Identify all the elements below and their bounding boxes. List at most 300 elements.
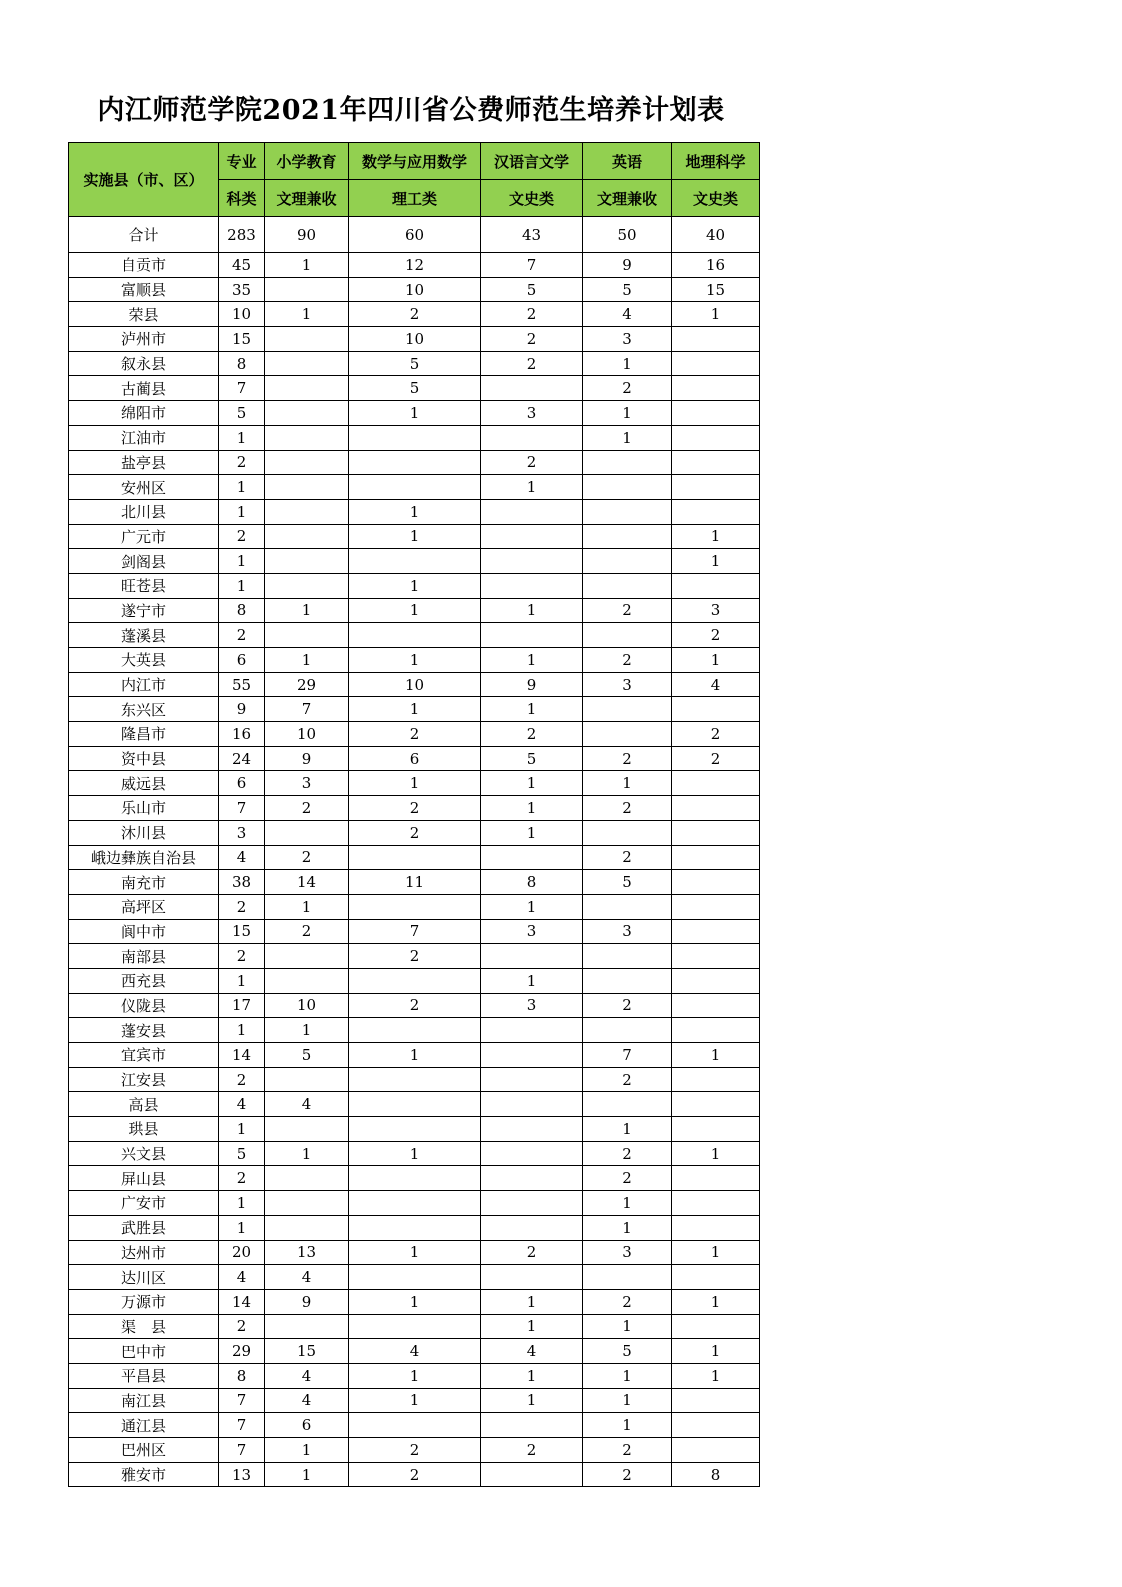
cell-english: 2 bbox=[583, 796, 672, 821]
cell-primary-education: 2 bbox=[265, 919, 349, 944]
table-row bbox=[69, 1339, 760, 1364]
major-mathematics: 数学与应用数学 bbox=[349, 143, 481, 180]
cell-geography: 1 bbox=[672, 1363, 760, 1388]
region-name: 达川区 bbox=[69, 1265, 219, 1290]
row-sum: 35 bbox=[219, 277, 265, 302]
cell-geography: 1 bbox=[672, 524, 760, 549]
region-name: 万源市 bbox=[69, 1289, 219, 1314]
region-name: 资中县 bbox=[69, 746, 219, 771]
cell-english: 1 bbox=[583, 771, 672, 796]
region-name: 仪陇县 bbox=[69, 993, 219, 1018]
table-row bbox=[69, 1388, 760, 1413]
table-row bbox=[69, 1289, 760, 1314]
region-name: 隆昌市 bbox=[69, 722, 219, 747]
cell-mathematics bbox=[349, 1166, 481, 1191]
cell-english bbox=[583, 524, 672, 549]
cell-english: 3 bbox=[583, 672, 672, 697]
region-name: 蓬安县 bbox=[69, 1018, 219, 1043]
cell-geography bbox=[672, 870, 760, 895]
table-body bbox=[69, 217, 760, 1487]
cell-chinese-literature bbox=[481, 1166, 583, 1191]
cell-english: 3 bbox=[583, 327, 672, 352]
cell-mathematics bbox=[349, 845, 481, 870]
row-sum: 1 bbox=[219, 573, 265, 598]
cell-geography bbox=[672, 327, 760, 352]
table-row bbox=[69, 697, 760, 722]
cell-geography: 1 bbox=[672, 1240, 760, 1265]
cell-geography bbox=[672, 499, 760, 524]
region-name: 威远县 bbox=[69, 771, 219, 796]
row-sum: 1 bbox=[219, 425, 265, 450]
cell-geography bbox=[672, 425, 760, 450]
table-row bbox=[69, 549, 760, 574]
region-name: 广安市 bbox=[69, 1191, 219, 1216]
plan-table bbox=[68, 142, 760, 1487]
region-name: 南江县 bbox=[69, 1388, 219, 1413]
cell-primary-education: 15 bbox=[265, 1339, 349, 1364]
cell-chinese-literature: 2 bbox=[481, 722, 583, 747]
category-chinese-literature: 文史类 bbox=[481, 180, 583, 217]
cell-chinese-literature: 7 bbox=[481, 253, 583, 278]
region-name: 高坪区 bbox=[69, 894, 219, 919]
cell-primary-education bbox=[265, 968, 349, 993]
region-name: 旺苍县 bbox=[69, 573, 219, 598]
table-row bbox=[69, 1067, 760, 1092]
cell-geography: 1 bbox=[672, 1339, 760, 1364]
region-name: 叙永县 bbox=[69, 351, 219, 376]
cell-primary-education bbox=[265, 499, 349, 524]
cell-chinese-literature bbox=[481, 499, 583, 524]
cell-mathematics bbox=[349, 1191, 481, 1216]
cell-english bbox=[583, 1265, 672, 1290]
cell-geography bbox=[672, 573, 760, 598]
row-sum: 45 bbox=[219, 253, 265, 278]
total-mathematics: 60 bbox=[349, 217, 481, 253]
region-name: 江安县 bbox=[69, 1067, 219, 1092]
category-geography: 文史类 bbox=[672, 180, 760, 217]
cell-geography: 1 bbox=[672, 302, 760, 327]
region-name: 大英县 bbox=[69, 648, 219, 673]
cell-geography bbox=[672, 1314, 760, 1339]
cell-english bbox=[583, 475, 672, 500]
cell-mathematics: 1 bbox=[349, 648, 481, 673]
table-row bbox=[69, 253, 760, 278]
cell-primary-education bbox=[265, 944, 349, 969]
cell-mathematics: 10 bbox=[349, 672, 481, 697]
cell-english: 1 bbox=[583, 1215, 672, 1240]
row-sum: 8 bbox=[219, 1363, 265, 1388]
cell-mathematics: 1 bbox=[349, 1141, 481, 1166]
table-row bbox=[69, 524, 760, 549]
cell-mathematics: 1 bbox=[349, 499, 481, 524]
region-name: 达州市 bbox=[69, 1240, 219, 1265]
table-row bbox=[69, 820, 760, 845]
cell-mathematics: 1 bbox=[349, 697, 481, 722]
region-name: 沐川县 bbox=[69, 820, 219, 845]
table-header bbox=[69, 143, 760, 217]
cell-mathematics: 6 bbox=[349, 746, 481, 771]
cell-geography: 2 bbox=[672, 623, 760, 648]
cell-mathematics bbox=[349, 1265, 481, 1290]
cell-mathematics: 2 bbox=[349, 993, 481, 1018]
region-name: 南充市 bbox=[69, 870, 219, 895]
cell-english: 2 bbox=[583, 993, 672, 1018]
cell-english bbox=[583, 944, 672, 969]
cell-primary-education bbox=[265, 573, 349, 598]
table-row bbox=[69, 1462, 760, 1487]
cell-mathematics: 1 bbox=[349, 401, 481, 426]
cell-mathematics: 1 bbox=[349, 1363, 481, 1388]
cell-primary-education: 6 bbox=[265, 1413, 349, 1438]
row-sum: 13 bbox=[219, 1462, 265, 1487]
cell-mathematics: 10 bbox=[349, 327, 481, 352]
cell-primary-education: 7 bbox=[265, 697, 349, 722]
cell-primary-education bbox=[265, 450, 349, 475]
table-row bbox=[69, 376, 760, 401]
cell-mathematics bbox=[349, 1067, 481, 1092]
cell-mathematics bbox=[349, 475, 481, 500]
cell-chinese-literature bbox=[481, 549, 583, 574]
region-name: 通江县 bbox=[69, 1413, 219, 1438]
region-name: 巴中市 bbox=[69, 1339, 219, 1364]
table-row bbox=[69, 672, 760, 697]
table-row bbox=[69, 1117, 760, 1142]
row-sum: 1 bbox=[219, 1018, 265, 1043]
cell-geography: 4 bbox=[672, 672, 760, 697]
cell-geography bbox=[672, 1388, 760, 1413]
cell-geography bbox=[672, 944, 760, 969]
region-name: 阆中市 bbox=[69, 919, 219, 944]
table-row bbox=[69, 277, 760, 302]
row-sum: 29 bbox=[219, 1339, 265, 1364]
cell-primary-education: 1 bbox=[265, 1462, 349, 1487]
cell-chinese-literature bbox=[481, 1018, 583, 1043]
cell-primary-education: 2 bbox=[265, 845, 349, 870]
row-sum: 3 bbox=[219, 820, 265, 845]
table-row bbox=[69, 401, 760, 426]
region-name: 古蔺县 bbox=[69, 376, 219, 401]
row-sum: 7 bbox=[219, 1438, 265, 1463]
row-sum: 5 bbox=[219, 1141, 265, 1166]
cell-primary-education: 1 bbox=[265, 302, 349, 327]
table-row bbox=[69, 894, 760, 919]
cell-geography bbox=[672, 993, 760, 1018]
cell-chinese-literature: 3 bbox=[481, 993, 583, 1018]
cell-primary-education bbox=[265, 820, 349, 845]
cell-english: 5 bbox=[583, 277, 672, 302]
cell-mathematics bbox=[349, 894, 481, 919]
cell-english: 2 bbox=[583, 1067, 672, 1092]
cell-mathematics: 2 bbox=[349, 796, 481, 821]
cell-chinese-literature: 2 bbox=[481, 1240, 583, 1265]
cell-english: 2 bbox=[583, 1289, 672, 1314]
cell-primary-education: 4 bbox=[265, 1388, 349, 1413]
cell-english: 2 bbox=[583, 376, 672, 401]
cell-chinese-literature bbox=[481, 1117, 583, 1142]
cell-geography bbox=[672, 968, 760, 993]
cell-primary-education bbox=[265, 1117, 349, 1142]
cell-chinese-literature bbox=[481, 1043, 583, 1068]
row-sum: 1 bbox=[219, 1215, 265, 1240]
category-mathematics: 理工类 bbox=[349, 180, 481, 217]
table-row bbox=[69, 598, 760, 623]
table-row bbox=[69, 1438, 760, 1463]
row-sum: 55 bbox=[219, 672, 265, 697]
region-name: 平昌县 bbox=[69, 1363, 219, 1388]
cell-primary-education bbox=[265, 1314, 349, 1339]
cell-geography bbox=[672, 1438, 760, 1463]
cell-mathematics: 2 bbox=[349, 1438, 481, 1463]
category-header: 科类 bbox=[219, 180, 265, 217]
table-row bbox=[69, 796, 760, 821]
cell-geography: 1 bbox=[672, 1141, 760, 1166]
row-sum: 4 bbox=[219, 845, 265, 870]
row-sum: 14 bbox=[219, 1289, 265, 1314]
cell-chinese-literature: 2 bbox=[481, 450, 583, 475]
cell-primary-education: 1 bbox=[265, 1018, 349, 1043]
cell-chinese-literature: 2 bbox=[481, 351, 583, 376]
row-sum: 8 bbox=[219, 598, 265, 623]
cell-geography bbox=[672, 1092, 760, 1117]
row-sum: 4 bbox=[219, 1265, 265, 1290]
row-sum: 7 bbox=[219, 1413, 265, 1438]
row-sum: 15 bbox=[219, 327, 265, 352]
cell-english bbox=[583, 623, 672, 648]
row-sum: 7 bbox=[219, 796, 265, 821]
cell-chinese-literature: 2 bbox=[481, 1438, 583, 1463]
cell-chinese-literature bbox=[481, 1191, 583, 1216]
table-row bbox=[69, 1166, 760, 1191]
cell-mathematics: 5 bbox=[349, 376, 481, 401]
cell-primary-education: 4 bbox=[265, 1363, 349, 1388]
cell-primary-education: 2 bbox=[265, 796, 349, 821]
cell-geography bbox=[672, 1067, 760, 1092]
cell-geography: 2 bbox=[672, 722, 760, 747]
row-sum: 1 bbox=[219, 968, 265, 993]
table-row bbox=[69, 327, 760, 352]
cell-mathematics bbox=[349, 968, 481, 993]
total-row bbox=[69, 217, 760, 253]
region-name: 江油市 bbox=[69, 425, 219, 450]
row-sum: 38 bbox=[219, 870, 265, 895]
cell-english: 2 bbox=[583, 845, 672, 870]
row-sum: 2 bbox=[219, 623, 265, 648]
table-row bbox=[69, 302, 760, 327]
cell-geography: 8 bbox=[672, 1462, 760, 1487]
cell-chinese-literature: 8 bbox=[481, 870, 583, 895]
cell-primary-education bbox=[265, 351, 349, 376]
row-sum: 10 bbox=[219, 302, 265, 327]
cell-chinese-literature: 9 bbox=[481, 672, 583, 697]
table-row bbox=[69, 1092, 760, 1117]
table-row bbox=[69, 870, 760, 895]
cell-mathematics bbox=[349, 1018, 481, 1043]
row-sum: 7 bbox=[219, 1388, 265, 1413]
row-sum: 6 bbox=[219, 648, 265, 673]
cell-geography: 3 bbox=[672, 598, 760, 623]
cell-geography bbox=[672, 697, 760, 722]
cell-english: 3 bbox=[583, 919, 672, 944]
row-sum: 2 bbox=[219, 450, 265, 475]
cell-geography bbox=[672, 475, 760, 500]
cell-geography bbox=[672, 771, 760, 796]
table-row bbox=[69, 1363, 760, 1388]
cell-chinese-literature: 2 bbox=[481, 302, 583, 327]
cell-mathematics: 2 bbox=[349, 944, 481, 969]
region-name: 渠 县 bbox=[69, 1314, 219, 1339]
cell-chinese-literature: 2 bbox=[481, 327, 583, 352]
cell-primary-education: 3 bbox=[265, 771, 349, 796]
cell-mathematics: 2 bbox=[349, 302, 481, 327]
cell-primary-education bbox=[265, 524, 349, 549]
row-sum: 24 bbox=[219, 746, 265, 771]
cell-chinese-literature bbox=[481, 1141, 583, 1166]
region-name: 盐亭县 bbox=[69, 450, 219, 475]
cell-english: 1 bbox=[583, 1363, 672, 1388]
region-name: 广元市 bbox=[69, 524, 219, 549]
cell-chinese-literature bbox=[481, 1215, 583, 1240]
major-chinese-literature: 汉语言文学 bbox=[481, 143, 583, 180]
table-row bbox=[69, 968, 760, 993]
region-name: 兴文县 bbox=[69, 1141, 219, 1166]
cell-mathematics bbox=[349, 425, 481, 450]
table-row bbox=[69, 746, 760, 771]
cell-mathematics: 1 bbox=[349, 1289, 481, 1314]
region-name: 绵阳市 bbox=[69, 401, 219, 426]
cell-primary-education bbox=[265, 1067, 349, 1092]
cell-english: 2 bbox=[583, 746, 672, 771]
table-row bbox=[69, 573, 760, 598]
region-name: 雅安市 bbox=[69, 1462, 219, 1487]
cell-primary-education bbox=[265, 327, 349, 352]
table-row bbox=[69, 1141, 760, 1166]
cell-geography: 1 bbox=[672, 549, 760, 574]
major-english: 英语 bbox=[583, 143, 672, 180]
region-header: 实施县（市、区） bbox=[69, 143, 219, 217]
cell-mathematics: 11 bbox=[349, 870, 481, 895]
cell-english: 1 bbox=[583, 351, 672, 376]
cell-primary-education: 10 bbox=[265, 722, 349, 747]
table-row bbox=[69, 475, 760, 500]
table-row bbox=[69, 450, 760, 475]
region-name: 自贡市 bbox=[69, 253, 219, 278]
cell-chinese-literature bbox=[481, 573, 583, 598]
region-name: 北川县 bbox=[69, 499, 219, 524]
row-sum: 1 bbox=[219, 475, 265, 500]
row-sum: 16 bbox=[219, 722, 265, 747]
cell-geography: 15 bbox=[672, 277, 760, 302]
cell-chinese-literature: 5 bbox=[481, 277, 583, 302]
cell-geography bbox=[672, 351, 760, 376]
cell-chinese-literature bbox=[481, 524, 583, 549]
cell-geography bbox=[672, 450, 760, 475]
total-geography: 40 bbox=[672, 217, 760, 253]
row-sum: 17 bbox=[219, 993, 265, 1018]
cell-primary-education: 14 bbox=[265, 870, 349, 895]
cell-chinese-literature bbox=[481, 845, 583, 870]
cell-primary-education bbox=[265, 475, 349, 500]
table-row bbox=[69, 919, 760, 944]
page-title: 内江师范学院2021年四川省公费师范生培养计划表 bbox=[97, 95, 725, 126]
cell-primary-education: 13 bbox=[265, 1240, 349, 1265]
cell-mathematics bbox=[349, 1215, 481, 1240]
row-sum: 1 bbox=[219, 549, 265, 574]
region-name: 荣县 bbox=[69, 302, 219, 327]
cell-primary-education: 1 bbox=[265, 1438, 349, 1463]
table-row bbox=[69, 648, 760, 673]
region-name: 遂宁市 bbox=[69, 598, 219, 623]
cell-chinese-literature: 1 bbox=[481, 820, 583, 845]
cell-primary-education: 1 bbox=[265, 253, 349, 278]
cell-chinese-literature: 1 bbox=[481, 1388, 583, 1413]
cell-english: 5 bbox=[583, 870, 672, 895]
row-sum: 9 bbox=[219, 697, 265, 722]
cell-chinese-literature: 1 bbox=[481, 968, 583, 993]
cell-mathematics bbox=[349, 1314, 481, 1339]
cell-english bbox=[583, 894, 672, 919]
row-sum: 1 bbox=[219, 1191, 265, 1216]
cell-english: 1 bbox=[583, 1191, 672, 1216]
cell-chinese-literature: 1 bbox=[481, 1363, 583, 1388]
row-sum: 14 bbox=[219, 1043, 265, 1068]
cell-mathematics: 2 bbox=[349, 722, 481, 747]
row-sum: 8 bbox=[219, 351, 265, 376]
cell-geography bbox=[672, 796, 760, 821]
cell-english: 1 bbox=[583, 1413, 672, 1438]
total-primary-education: 90 bbox=[265, 217, 349, 253]
cell-primary-education: 1 bbox=[265, 598, 349, 623]
cell-mathematics: 1 bbox=[349, 573, 481, 598]
region-name: 安州区 bbox=[69, 475, 219, 500]
cell-geography bbox=[672, 1166, 760, 1191]
cell-chinese-literature: 1 bbox=[481, 648, 583, 673]
cell-chinese-literature: 1 bbox=[481, 796, 583, 821]
row-sum: 15 bbox=[219, 919, 265, 944]
cell-geography bbox=[672, 401, 760, 426]
cell-english: 2 bbox=[583, 1141, 672, 1166]
cell-chinese-literature: 4 bbox=[481, 1339, 583, 1364]
cell-mathematics: 5 bbox=[349, 351, 481, 376]
cell-chinese-literature bbox=[481, 1067, 583, 1092]
table-row bbox=[69, 499, 760, 524]
cell-english: 2 bbox=[583, 648, 672, 673]
cell-english: 1 bbox=[583, 401, 672, 426]
row-sum: 2 bbox=[219, 894, 265, 919]
cell-mathematics bbox=[349, 1413, 481, 1438]
total-sum: 283 bbox=[219, 217, 265, 253]
cell-geography: 1 bbox=[672, 1289, 760, 1314]
row-sum: 4 bbox=[219, 1092, 265, 1117]
row-sum: 2 bbox=[219, 1166, 265, 1191]
cell-english bbox=[583, 1092, 672, 1117]
cell-chinese-literature bbox=[481, 623, 583, 648]
cell-mathematics: 12 bbox=[349, 253, 481, 278]
category-primary-education: 文理兼收 bbox=[265, 180, 349, 217]
cell-primary-education: 29 bbox=[265, 672, 349, 697]
cell-primary-education bbox=[265, 1166, 349, 1191]
cell-english: 9 bbox=[583, 253, 672, 278]
cell-mathematics: 10 bbox=[349, 277, 481, 302]
category-english: 文理兼收 bbox=[583, 180, 672, 217]
cell-geography bbox=[672, 1191, 760, 1216]
cell-chinese-literature: 1 bbox=[481, 894, 583, 919]
cell-mathematics: 1 bbox=[349, 598, 481, 623]
cell-english: 1 bbox=[583, 1388, 672, 1413]
row-sum: 7 bbox=[219, 376, 265, 401]
row-sum: 1 bbox=[219, 499, 265, 524]
region-name: 内江市 bbox=[69, 672, 219, 697]
cell-english bbox=[583, 549, 672, 574]
